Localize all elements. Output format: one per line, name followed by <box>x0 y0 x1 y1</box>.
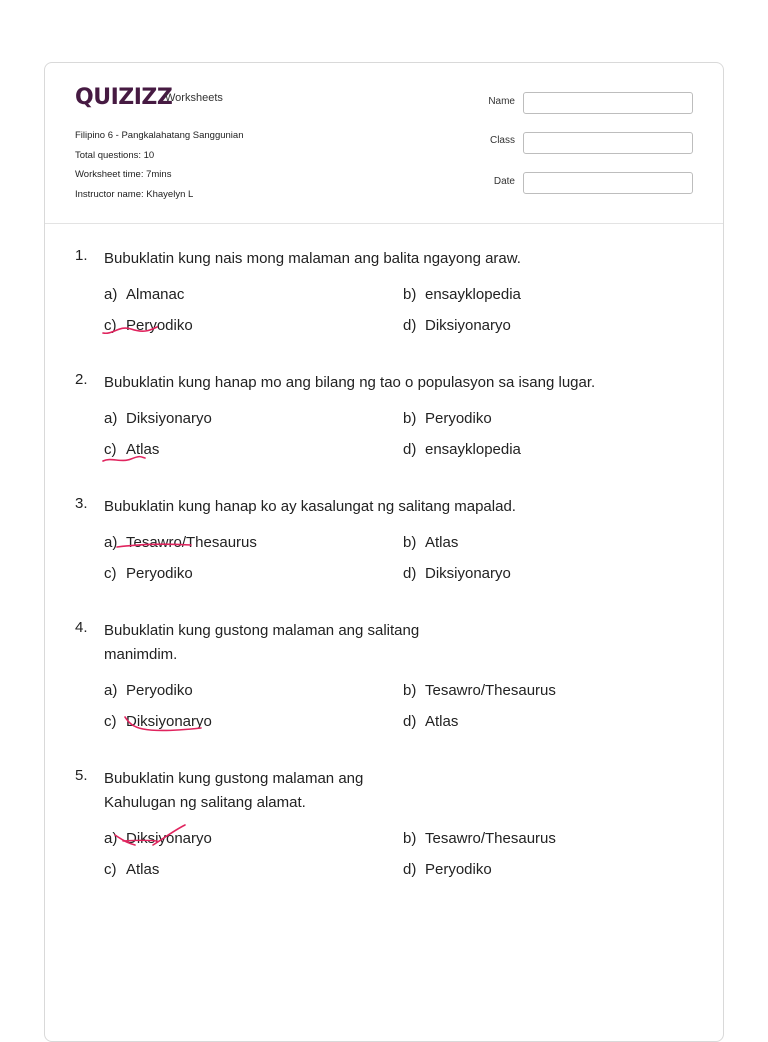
date-label: Date <box>493 176 515 187</box>
question-number: 1. <box>75 247 88 264</box>
option-d[interactable]: d) Peryodiko <box>403 861 492 878</box>
option-d[interactable]: d) Diksiyonaryo <box>403 317 511 334</box>
date-field[interactable] <box>523 172 693 194</box>
worksheet-meta <box>75 126 244 204</box>
instructor-name: Instructor name: Khayelyn L <box>75 188 194 200</box>
option-a[interactable]: a) Tesawro/Thesaurus <box>104 534 257 551</box>
question-text: Bubuklatin kung gustong malaman ang Kahulugan ng salitang alamat. <box>104 770 364 811</box>
option-c[interactable]: c) Peryodiko <box>104 317 193 334</box>
quizizz-logo: QUIZIZZ <box>75 85 173 110</box>
option-c[interactable]: c) Atlas <box>104 861 160 878</box>
name-field[interactable] <box>523 92 693 114</box>
option-a[interactable]: a) Almanac <box>104 286 185 303</box>
question-number: 2. <box>75 371 88 388</box>
option-a[interactable]: a) Peryodiko <box>104 682 193 699</box>
option-b[interactable]: b) Peryodiko <box>403 410 492 427</box>
class-field[interactable] <box>523 132 693 154</box>
option-b[interactable]: b) Atlas <box>403 534 459 551</box>
question-text: Bubuklatin kung gustong malaman ang salitang manimdim. <box>104 622 420 663</box>
pen-underline-mark <box>101 453 149 465</box>
pen-strike-mark <box>101 321 161 337</box>
pen-underline-mark <box>123 713 205 737</box>
option-c[interactable]: c) Peryodiko <box>104 565 193 582</box>
question-text: Bubuklatin kung hanap mo ang bilang ng tao o populasyon sa isang lugar. <box>104 374 596 391</box>
option-b[interactable]: b) Tesawro/Thesaurus <box>403 682 556 699</box>
worksheet-title: Filipino 6 - Pangkalahatang Sanggunian <box>75 130 244 141</box>
option-c[interactable]: c) Diksiyonaryo <box>104 713 212 730</box>
question-text: Bubuklatin kung nais mong malaman ang balita ngayong araw. <box>104 250 521 267</box>
question-number: 5. <box>75 767 88 784</box>
option-a[interactable]: a) Diksiyonaryo <box>104 830 212 847</box>
worksheet-time: Worksheet time: 7mins <box>75 169 172 180</box>
logo-subtitle: Worksheets <box>165 92 223 104</box>
question-text: Bubuklatin kung hanap ko ay kasalungat ng salitang mapalad. <box>104 498 516 515</box>
option-b[interactable]: b) ensayklopedia <box>403 286 521 303</box>
option-a[interactable]: a) Diksiyonaryo <box>104 410 212 427</box>
worksheet-header <box>45 63 723 224</box>
option-d[interactable]: d) Atlas <box>403 713 459 730</box>
option-d[interactable]: d) Diksiyonaryo <box>403 565 511 582</box>
total-questions: Total questions: 10 <box>75 149 155 161</box>
option-c[interactable]: c) Atlas <box>104 441 160 458</box>
option-d[interactable]: d) ensayklopedia <box>403 441 521 458</box>
pen-strike-mark <box>115 539 195 553</box>
class-label: Class <box>489 135 515 146</box>
name-label: Name <box>488 96 515 107</box>
question-number: 3. <box>75 495 88 512</box>
option-b[interactable]: b) Tesawro/Thesaurus <box>403 830 556 847</box>
pen-check-mark <box>113 823 189 851</box>
question-number: 4. <box>75 619 88 636</box>
worksheet-page <box>44 62 724 1042</box>
